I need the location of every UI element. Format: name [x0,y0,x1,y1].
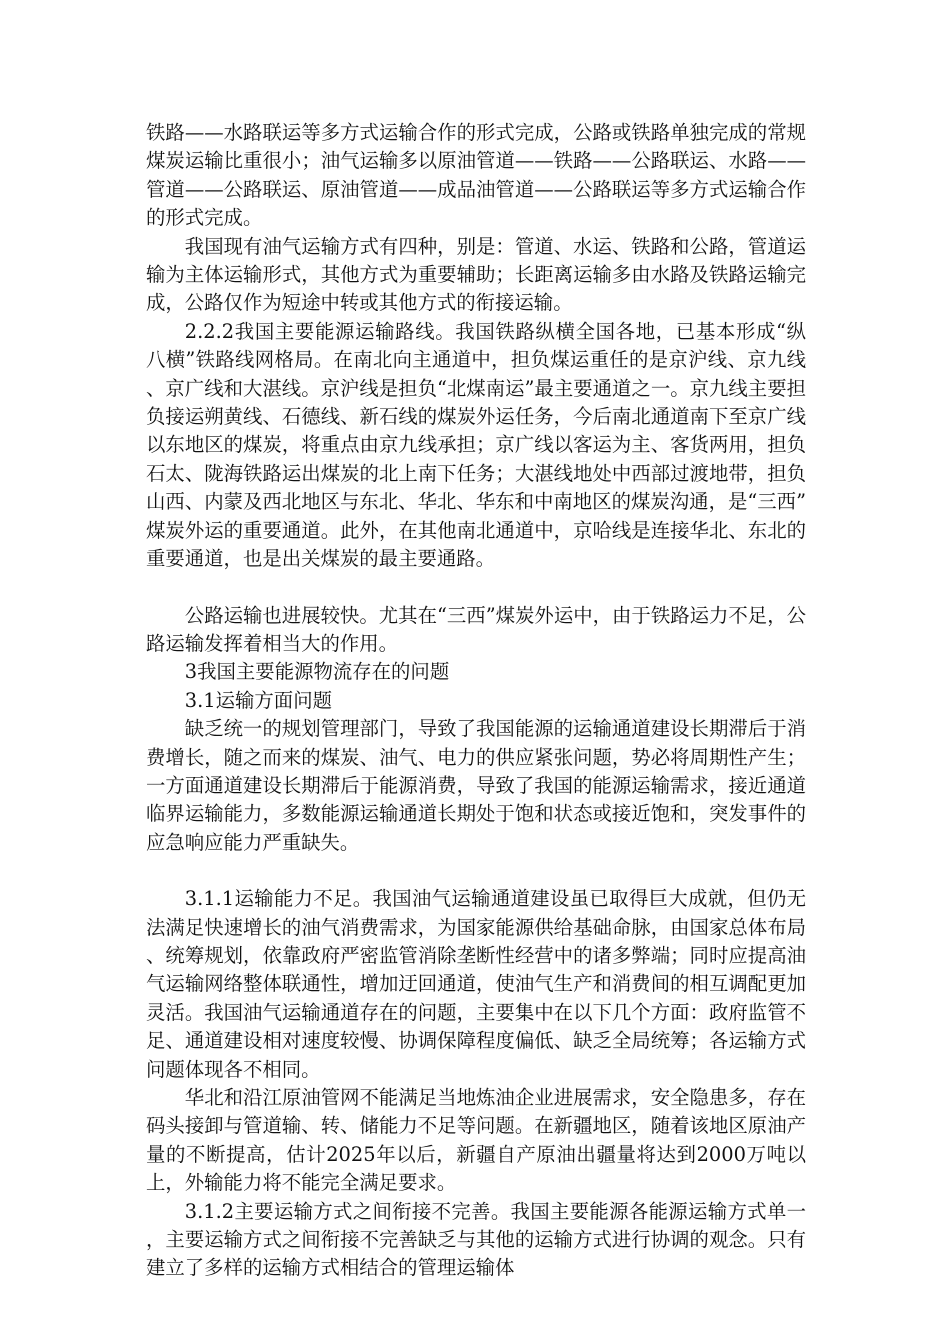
paragraph-pipeline-network: 华北和沿江原油管网不能满足当地炼油企业进展需求，安全隐患多，存在码头接卸与管道输、转、储能力不足等问题。在新疆地区，随着该地区原油产量的不断提高，估计2025年以后，新疆自产原油出疆量将达到2000万吨以上，外输能力将不能完全满足要求。 [146,1086,806,1195]
paragraph-planning-issues: 缺乏统一的规划管理部门，导致了我国能源的运输通道建设长期滞后于消费增长，随之而来的煤炭、油气、电力的供应紧张问题，势必将周期性产生；一方面通道建设长期滞后于能源消费，导致了我国的能源运输需求，接近通道临界运输能力，多数能源运输通道长期处于饱和状态或接近饱和，突发事件的应急响应能力严重缺失。 [146,717,806,854]
paragraph-spacer [146,857,806,885]
paragraph-energy-routes: 2.2.2我国主要能源运输路线。我国铁路纵横全国各地，已基本形成“纵八横”铁路线网格局。在南北向主通道中，担负煤运重任的是京沪线、京九线、京广线和大湛线。京沪线是担负“北煤南运”最主要通道之一。京九线主要担负接运朔黄线、石德线、新石线的煤炭外运任务，今后南北通道南下至京广线以东地区的煤炭，将重点由京九线承担；京广线以客运为主、客货两用，担负石太、陇海铁路运出煤炭的北上南下任务；大湛线地处中西部过渡地带，担负山西、内蒙及西北地区与东北、华北、华东和中南地区的煤炭沟通，是“三西”煤炭外运的重要通道。此外，在其他南北通道中，京哈线是连接华北、东北的重要通道，也是出关煤炭的最主要通路。 [146,319,806,571]
paragraph-spacer [146,574,806,602]
subsection-heading-transport-issues: 3.1运输方面问题 [184,688,332,712]
document-body [146,119,806,1283]
paragraph-oil-gas-modes: 我国现有油气运输方式有四种，别是：管道、水运、铁路和公路，管道运输为主体运输形式，其他方式为重要辅助；长距离运输多由水路及铁路运输完成，公路仅作为短途中转或其他方式的衔接运输。 [146,234,806,315]
section-heading-problems: 3我国主要能源物流存在的问题 [184,660,450,684]
paragraph-transport-modes: 铁路——水路联运等多方式运输合作的形式完成，公路或铁路单独完成的常规煤炭运输比重很小；油气运输多以原油管道——铁路——公路联运、水路——管道——公路联运、原油管道——成品油管道——公路联运等多方式运输合作的形式完成。 [146,121,806,230]
paragraph-road-transport: 公路运输也进展较快。尤其在“三西”煤炭外运中，由于铁路运力不足，公路运输发挥着相当大的作用。 [146,603,806,655]
paragraph-capacity-shortage: 3.1.1运输能力不足。我国油气运输通道建设虽已取得巨大成就，但仍无法满足快速增长的油气消费需求，为国家能源供给基础命脉，由国家总体布局、统筹规划，依靠政府严密监管消除垄断性经营中的诸多弊端；同时应提高油气运输网络整体联通性，增加迂回通道，使油气生产和消费间的相互调配更加灵活。我国油气运输通道存在的问题，主要集中在以下几个方面：政府监管不足、通道建设相对速度较慢、协调保障程度偏低、缺乏全局统筹；各运输方式问题体现各不相同。 [146,887,806,1081]
paragraph-mode-connection: 3.1.2主要运输方式之间衔接不完善。我国主要能源各能源运输方式单一，主要运输方式之间衔接不完善缺乏与其他的运输方式进行协调的观念。只有建立了多样的运输方式相结合的管理运输体 [146,1199,806,1280]
